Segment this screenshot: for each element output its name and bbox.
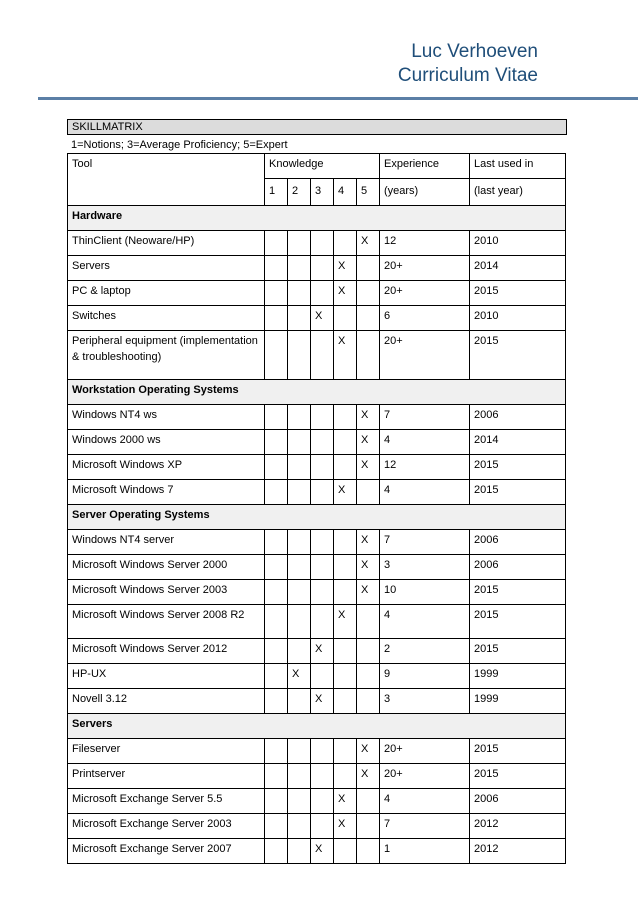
level-2-cell [288,689,311,714]
tool-name: Microsoft Exchange Server 2003 [68,814,265,839]
section-title: Workstation Operating Systems [68,380,566,405]
last-used-year: 2006 [470,789,566,814]
level-3-cell [311,231,334,256]
level-5-cell [357,839,380,864]
level-1-cell [265,405,288,430]
experience-years: 9 [380,664,470,689]
level-1-cell [265,689,288,714]
level-3-cell [311,664,334,689]
level-mark: X [311,306,334,331]
level-2-cell [288,281,311,306]
level-3-cell [311,405,334,430]
level-2-cell [288,555,311,580]
header-rule [38,97,638,100]
level-4-cell [334,639,357,664]
last-used-year: 2006 [470,555,566,580]
level-mark: X [334,256,357,281]
tool-name: Microsoft Windows Server 2000 [68,555,265,580]
skillmatrix-banner: SKILLMATRIX [67,119,567,135]
author-name: Luc Verhoeven [411,41,538,62]
level-4-cell [334,555,357,580]
skill-matrix-table [67,153,566,864]
level-mark: X [334,281,357,306]
level-3-cell [311,580,334,605]
tool-name: Microsoft Windows 7 [68,480,265,505]
last-used-year: 1999 [470,664,566,689]
level-4-cell [334,530,357,555]
level-1-cell [265,639,288,664]
level-mark: X [334,605,357,639]
tool-name: PC & laptop [68,281,265,306]
tool-name: Microsoft Windows Server 2008 R2 [68,605,265,639]
level-1-cell [265,605,288,639]
experience-years: 7 [380,405,470,430]
level-3-cell [311,764,334,789]
level-mark: X [357,764,380,789]
last-used-year: 2015 [470,281,566,306]
table-row [68,455,566,480]
level-2-cell [288,405,311,430]
level-3-cell [311,281,334,306]
level-2-cell [288,455,311,480]
level-2-cell [288,430,311,455]
section-row [68,505,566,530]
level-1-cell [265,430,288,455]
level-mark: X [357,739,380,764]
level-2-cell [288,605,311,639]
table-row [68,814,566,839]
table-row [68,281,566,306]
level-1-cell [265,455,288,480]
level-3-cell [311,480,334,505]
level-2-cell [288,331,311,380]
level-2-cell [288,480,311,505]
experience-years: 3 [380,555,470,580]
level-legend: 1=Notions; 3=Average Proficiency; 5=Expert [71,139,288,151]
level-1-cell [265,331,288,380]
last-used-year: 2015 [470,764,566,789]
level-1-cell [265,839,288,864]
section-row [68,714,566,739]
level-5-cell [357,789,380,814]
level-2-cell [288,306,311,331]
experience-years: 10 [380,580,470,605]
level-3-cell [311,814,334,839]
col-experience-header: Experience [380,154,470,179]
experience-years: 4 [380,605,470,639]
level-3-cell [311,430,334,455]
last-used-year: 2006 [470,530,566,555]
last-used-year: 2010 [470,306,566,331]
level-mark: X [357,455,380,480]
col-last-used-header: Last used in [470,154,566,179]
level-mark: X [357,555,380,580]
last-used-year: 2010 [470,231,566,256]
level-5-cell [357,256,380,281]
level-5-cell [357,331,380,380]
table-row [68,480,566,505]
table-row [68,306,566,331]
level-mark: X [334,814,357,839]
last-used-year: 2015 [470,331,566,380]
section-row [68,206,566,231]
level-5-cell [357,480,380,505]
level-3-header: 3 [311,179,334,206]
level-2-cell [288,739,311,764]
last-used-year: 2014 [470,430,566,455]
last-used-year: 2015 [470,455,566,480]
header-row-1 [68,154,566,179]
experience-years: 20+ [380,331,470,380]
level-mark: X [357,530,380,555]
level-4-cell [334,231,357,256]
section-title: Hardware [68,206,566,231]
tool-name: Windows NT4 server [68,530,265,555]
section-row [68,380,566,405]
last-used-year: 2012 [470,814,566,839]
level-1-cell [265,306,288,331]
table-row [68,789,566,814]
experience-years: 1 [380,839,470,864]
level-4-cell [334,455,357,480]
tool-name: Switches [68,306,265,331]
experience-years: 20+ [380,764,470,789]
level-4-cell [334,739,357,764]
level-5-cell [357,689,380,714]
level-2-header: 2 [288,179,311,206]
tool-name: Microsoft Windows Server 2003 [68,580,265,605]
col-tool-header: Tool [68,154,265,206]
level-mark: X [357,430,380,455]
table-row [68,689,566,714]
last-used-year: 2015 [470,639,566,664]
level-2-cell [288,764,311,789]
tool-name: Peripheral equipment (implementation & troubleshooting) [68,331,265,380]
level-5-cell [357,306,380,331]
table-row [68,405,566,430]
last-year-unit: (last year) [470,179,566,206]
level-mark: X [311,839,334,864]
level-mark: X [357,405,380,430]
table-row [68,639,566,664]
experience-years: 4 [380,430,470,455]
experience-years: 12 [380,455,470,480]
last-used-year: 2015 [470,580,566,605]
tool-name: Microsoft Exchange Server 2007 [68,839,265,864]
level-2-cell [288,789,311,814]
last-used-year: 2012 [470,839,566,864]
level-1-cell [265,256,288,281]
level-5-cell [357,639,380,664]
level-mark: X [334,480,357,505]
table-row [68,555,566,580]
level-2-cell [288,231,311,256]
years-unit: (years) [380,179,470,206]
level-4-cell [334,839,357,864]
experience-years: 20+ [380,739,470,764]
experience-years: 3 [380,689,470,714]
experience-years: 4 [380,789,470,814]
level-1-cell [265,814,288,839]
level-mark: X [334,331,357,380]
level-2-cell [288,839,311,864]
level-3-cell [311,555,334,580]
tool-name: Microsoft Exchange Server 5.5 [68,789,265,814]
level-1-cell [265,664,288,689]
level-mark: X [357,580,380,605]
level-4-cell [334,580,357,605]
table-row [68,231,566,256]
level-5-cell [357,281,380,306]
level-2-cell [288,580,311,605]
last-used-year: 2014 [470,256,566,281]
level-3-cell [311,455,334,480]
level-3-cell [311,789,334,814]
level-1-cell [265,281,288,306]
section-title: Servers [68,714,566,739]
level-1-cell [265,480,288,505]
col-knowledge-header: Knowledge [265,154,380,179]
tool-name: Microsoft Windows XP [68,455,265,480]
level-4-cell [334,306,357,331]
table-row [68,839,566,864]
table-row [68,256,566,281]
level-3-cell [311,331,334,380]
level-2-cell [288,256,311,281]
experience-years: 7 [380,814,470,839]
section-title: Server Operating Systems [68,505,566,530]
experience-years: 6 [380,306,470,331]
tool-name: Microsoft Windows Server 2012 [68,639,265,664]
last-used-year: 2015 [470,605,566,639]
table-row [68,605,566,639]
level-3-cell [311,256,334,281]
level-1-header: 1 [265,179,288,206]
level-1-cell [265,231,288,256]
level-4-header: 4 [334,179,357,206]
level-3-cell [311,739,334,764]
level-mark: X [288,664,311,689]
level-1-cell [265,764,288,789]
level-5-cell [357,664,380,689]
experience-years: 20+ [380,256,470,281]
cv-header [398,40,538,88]
experience-years: 2 [380,639,470,664]
level-mark: X [357,231,380,256]
level-1-cell [265,789,288,814]
last-used-year: 2006 [470,405,566,430]
level-4-cell [334,764,357,789]
level-2-cell [288,814,311,839]
level-5-header: 5 [357,179,380,206]
tool-name: Windows NT4 ws [68,405,265,430]
experience-years: 12 [380,231,470,256]
experience-years: 20+ [380,281,470,306]
level-1-cell [265,580,288,605]
last-used-year: 1999 [470,689,566,714]
table-row [68,664,566,689]
level-2-cell [288,639,311,664]
level-4-cell [334,430,357,455]
level-3-cell [311,530,334,555]
table-row [68,739,566,764]
experience-years: 7 [380,530,470,555]
level-5-cell [357,814,380,839]
last-used-year: 2015 [470,480,566,505]
level-4-cell [334,405,357,430]
table-row [68,530,566,555]
tool-name: Printserver [68,764,265,789]
level-4-cell [334,689,357,714]
tool-name: Novell 3.12 [68,689,265,714]
level-5-cell [357,605,380,639]
level-2-cell [288,530,311,555]
level-1-cell [265,555,288,580]
level-1-cell [265,530,288,555]
level-mark: X [311,689,334,714]
table-row [68,331,566,380]
document-title: Curriculum Vitae [397,65,538,86]
table-row [68,580,566,605]
last-used-year: 2015 [470,739,566,764]
tool-name: HP-UX [68,664,265,689]
level-mark: X [334,789,357,814]
level-4-cell [334,664,357,689]
level-1-cell [265,739,288,764]
tool-name: Windows 2000 ws [68,430,265,455]
level-3-cell [311,605,334,639]
table-row [68,764,566,789]
experience-years: 4 [380,480,470,505]
tool-name: Fileserver [68,739,265,764]
tool-name: ThinClient (Neoware/HP) [68,231,265,256]
tool-name: Servers [68,256,265,281]
level-mark: X [311,639,334,664]
table-row [68,430,566,455]
